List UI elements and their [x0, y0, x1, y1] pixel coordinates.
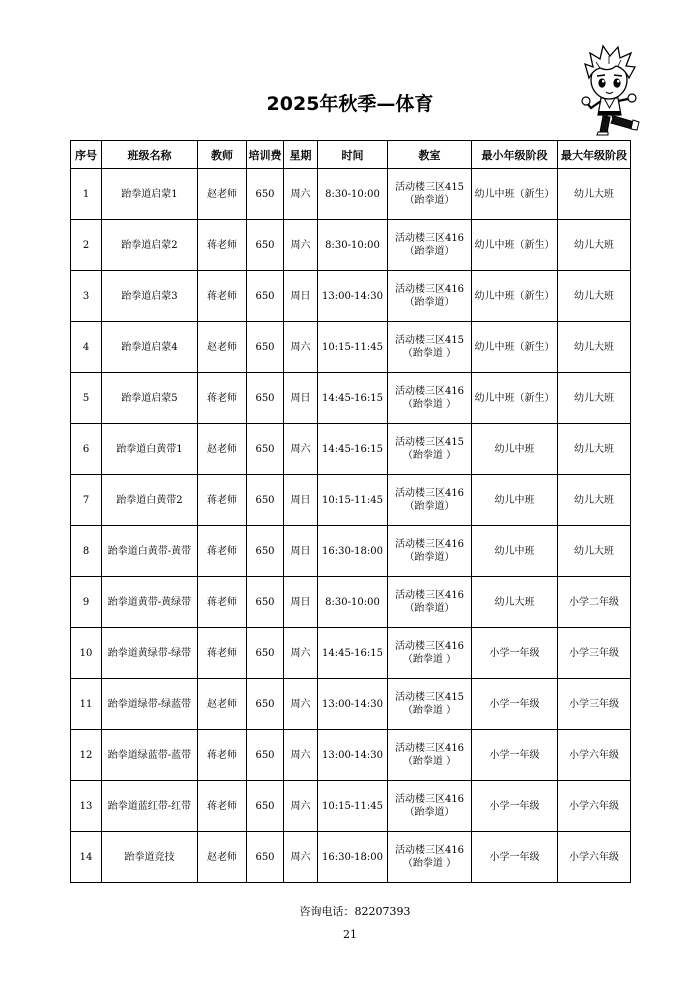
- teacher-cell: 赵老师: [198, 679, 247, 730]
- classroom-activity: （跆拳道 ）: [402, 399, 457, 410]
- header-classroom: 教室: [388, 141, 472, 169]
- table-row: [71, 322, 631, 373]
- class-name-cell: 跆拳道绿带-绿蓝带: [102, 679, 198, 730]
- table-row: [71, 475, 631, 526]
- class-time-cell: 10:15-11:45: [318, 475, 388, 526]
- min-grade-cell: 幼儿中班: [472, 526, 558, 577]
- teacher-cell: 赵老师: [198, 322, 247, 373]
- row-number-cell: 8: [71, 526, 102, 577]
- training-fee-cell: 650: [247, 322, 284, 373]
- header-row-number: 序号: [71, 141, 102, 169]
- table-row: [71, 220, 631, 271]
- training-fee-cell: 650: [247, 628, 284, 679]
- table-row: [71, 730, 631, 781]
- classroom-cell: [388, 526, 472, 577]
- min-grade-cell: 小学一年级: [472, 781, 558, 832]
- class-time-cell: 13:00-14:30: [318, 271, 388, 322]
- table-row: [71, 271, 631, 322]
- class-time-cell: 16:30-18:00: [318, 526, 388, 577]
- header-teacher: 教师: [198, 141, 247, 169]
- class-name-cell: 跆拳道黄带-黄绿带: [102, 577, 198, 628]
- row-number-cell: 12: [71, 730, 102, 781]
- min-grade-cell: 小学一年级: [472, 832, 558, 883]
- header-min-grade: 最小年级阶段: [472, 141, 558, 169]
- max-grade-cell: 幼儿大班: [558, 373, 631, 424]
- classroom-building: 活动楼三区415: [394, 437, 465, 448]
- classroom-building: 活动楼三区415: [394, 335, 465, 346]
- kid-legs: [597, 116, 639, 135]
- training-fee-cell: 650: [247, 730, 284, 781]
- classroom-building: 活动楼三区415: [394, 692, 465, 703]
- training-fee-cell: 650: [247, 169, 284, 220]
- weekday-cell: 周六: [284, 679, 318, 730]
- classroom-cell: [388, 781, 472, 832]
- row-number-cell: 5: [71, 373, 102, 424]
- max-grade-cell: 幼儿大班: [558, 220, 631, 271]
- classroom-activity: （跆拳道 ）: [402, 450, 457, 461]
- min-grade-cell: 小学一年级: [472, 679, 558, 730]
- table-row: [71, 373, 631, 424]
- class-time-cell: 8:30-10:00: [318, 169, 388, 220]
- table-row: [71, 169, 631, 220]
- classroom-cell: [388, 832, 472, 883]
- weekday-cell: 周六: [284, 832, 318, 883]
- max-grade-cell: 幼儿大班: [558, 322, 631, 373]
- classroom-activity: （跆拳道）: [404, 807, 455, 818]
- classroom-building: 活动楼三区416: [394, 488, 465, 499]
- max-grade-cell: 小学六年级: [558, 832, 631, 883]
- classroom-cell: [388, 424, 472, 475]
- class-time-cell: 14:45-16:15: [318, 424, 388, 475]
- classroom-activity: （跆拳道 ）: [402, 348, 457, 359]
- table-row: [71, 577, 631, 628]
- teacher-cell: 蒋老师: [198, 220, 247, 271]
- class-time-cell: 16:30-18:00: [318, 832, 388, 883]
- classroom-building: 活动楼三区416: [394, 590, 465, 601]
- classroom-building: 活动楼三区416: [394, 284, 465, 295]
- max-grade-cell: 小学二年级: [558, 577, 631, 628]
- table-row: [71, 628, 631, 679]
- class-time-cell: 13:00-14:30: [318, 730, 388, 781]
- training-fee-cell: 650: [247, 526, 284, 577]
- min-grade-cell: 幼儿大班: [472, 577, 558, 628]
- classroom-activity: （跆拳道）: [404, 246, 455, 257]
- classroom-cell: [388, 271, 472, 322]
- weekday-cell: 周六: [284, 322, 318, 373]
- classroom-cell: [388, 220, 472, 271]
- table-row: [71, 781, 631, 832]
- taekwondo-kid-icon: [576, 42, 644, 136]
- classroom-cell: [388, 373, 472, 424]
- teacher-cell: 蒋老师: [198, 271, 247, 322]
- class-name-cell: 跆拳道黄绿带-绿带: [102, 628, 198, 679]
- min-grade-cell: 幼儿中班: [472, 475, 558, 526]
- row-number-cell: 11: [71, 679, 102, 730]
- training-fee-cell: 650: [247, 577, 284, 628]
- max-grade-cell: 小学三年级: [558, 628, 631, 679]
- teacher-cell: 蒋老师: [198, 373, 247, 424]
- weekday-cell: 周日: [284, 475, 318, 526]
- header-time: 时间: [318, 141, 388, 169]
- classroom-building: 活动楼三区416: [394, 641, 465, 652]
- table-row: [71, 526, 631, 577]
- classroom-building: 活动楼三区416: [394, 233, 465, 244]
- min-grade-cell: 幼儿中班: [472, 424, 558, 475]
- max-grade-cell: 小学三年级: [558, 679, 631, 730]
- classroom-activity: （跆拳道）: [404, 501, 455, 512]
- table-row: [71, 679, 631, 730]
- class-time-cell: 8:30-10:00: [318, 577, 388, 628]
- header-class-name: 班级名称: [102, 141, 198, 169]
- consult-phone: 咨询电话：82207393: [299, 905, 411, 918]
- table-row: [71, 424, 631, 475]
- classroom-activity: （跆拳道）: [404, 195, 455, 206]
- min-grade-cell: 幼儿中班（新生）: [472, 322, 558, 373]
- classroom-building: 活动楼三区416: [394, 794, 465, 805]
- class-name-cell: 跆拳道绿蓝带-蓝带: [102, 730, 198, 781]
- classroom-activity: （跆拳道 ）: [402, 858, 457, 869]
- class-name-cell: 跆拳道启蒙4: [102, 322, 198, 373]
- classroom-building: 活动楼三区416: [394, 539, 465, 550]
- training-fee-cell: 650: [247, 475, 284, 526]
- weekday-cell: 周日: [284, 271, 318, 322]
- teacher-cell: 赵老师: [198, 169, 247, 220]
- class-name-cell: 跆拳道蓝红带-红带: [102, 781, 198, 832]
- class-name-cell: 跆拳道竞技: [102, 832, 198, 883]
- row-number-cell: 13: [71, 781, 102, 832]
- teacher-cell: 蒋老师: [198, 577, 247, 628]
- min-grade-cell: 幼儿中班（新生）: [472, 373, 558, 424]
- class-name-cell: 跆拳道启蒙2: [102, 220, 198, 271]
- classroom-building: 活动楼三区415: [394, 182, 465, 193]
- table-header-row: [71, 141, 631, 169]
- classroom-activity: （跆拳道）: [404, 297, 455, 308]
- classroom-building: 活动楼三区416: [394, 743, 465, 754]
- max-grade-cell: 小学六年级: [558, 781, 631, 832]
- classroom-cell: [388, 730, 472, 781]
- weekday-cell: 周六: [284, 628, 318, 679]
- class-name-cell: 跆拳道白黄带2: [102, 475, 198, 526]
- teacher-cell: 蒋老师: [198, 475, 247, 526]
- row-number-cell: 9: [71, 577, 102, 628]
- max-grade-cell: 幼儿大班: [558, 424, 631, 475]
- classroom-activity: （跆拳道）: [404, 603, 455, 614]
- classroom-activity: （跆拳道 ）: [402, 756, 457, 767]
- class-time-cell: 10:15-11:45: [318, 322, 388, 373]
- classroom-cell: [388, 679, 472, 730]
- teacher-cell: 蒋老师: [198, 526, 247, 577]
- classroom-cell: [388, 322, 472, 373]
- teacher-cell: 赵老师: [198, 424, 247, 475]
- min-grade-cell: 幼儿中班（新生）: [472, 220, 558, 271]
- class-time-cell: 14:45-16:15: [318, 373, 388, 424]
- training-fee-cell: 650: [247, 220, 284, 271]
- teacher-cell: 蒋老师: [198, 628, 247, 679]
- classroom-cell: [388, 169, 472, 220]
- class-time-cell: 10:15-11:45: [318, 781, 388, 832]
- classroom-activity: （跆拳道 ）: [402, 654, 457, 665]
- weekday-cell: 周六: [284, 220, 318, 271]
- max-grade-cell: 幼儿大班: [558, 526, 631, 577]
- kid-head: [585, 46, 635, 99]
- weekday-cell: 周六: [284, 169, 318, 220]
- weekday-cell: 周六: [284, 424, 318, 475]
- class-time-cell: 13:00-14:30: [318, 679, 388, 730]
- teacher-cell: 赵老师: [198, 832, 247, 883]
- row-number-cell: 3: [71, 271, 102, 322]
- header-max-grade: 最大年级阶段: [558, 141, 631, 169]
- table-row: [71, 832, 631, 883]
- max-grade-cell: 小学六年级: [558, 730, 631, 781]
- classroom-cell: [388, 628, 472, 679]
- training-fee-cell: 650: [247, 424, 284, 475]
- min-grade-cell: 小学一年级: [472, 730, 558, 781]
- teacher-cell: 蒋老师: [198, 781, 247, 832]
- class-schedule-table: [70, 140, 631, 883]
- max-grade-cell: 幼儿大班: [558, 271, 631, 322]
- training-fee-cell: 650: [247, 373, 284, 424]
- class-name-cell: 跆拳道启蒙5: [102, 373, 198, 424]
- row-number-cell: 6: [71, 424, 102, 475]
- table-body: [71, 169, 631, 883]
- min-grade-cell: 小学一年级: [472, 628, 558, 679]
- class-name-cell: 跆拳道启蒙1: [102, 169, 198, 220]
- weekday-cell: 周日: [284, 373, 318, 424]
- weekday-cell: 周日: [284, 526, 318, 577]
- page-title: 2025年秋季—体育: [266, 93, 434, 115]
- row-number-cell: 14: [71, 832, 102, 883]
- class-name-cell: 跆拳道启蒙3: [102, 271, 198, 322]
- classroom-building: 活动楼三区416: [394, 845, 465, 856]
- row-number-cell: 2: [71, 220, 102, 271]
- row-number-cell: 10: [71, 628, 102, 679]
- header-weekday: 星期: [284, 141, 318, 169]
- training-fee-cell: 650: [247, 271, 284, 322]
- training-fee-cell: 650: [247, 781, 284, 832]
- classroom-cell: [388, 577, 472, 628]
- page-number: 21: [343, 928, 357, 941]
- classroom-building: 活动楼三区416: [394, 386, 465, 397]
- class-time-cell: 8:30-10:00: [318, 220, 388, 271]
- class-name-cell: 跆拳道白黄带1: [102, 424, 198, 475]
- weekday-cell: 周六: [284, 730, 318, 781]
- max-grade-cell: 幼儿大班: [558, 475, 631, 526]
- row-number-cell: 1: [71, 169, 102, 220]
- min-grade-cell: 幼儿中班（新生）: [472, 271, 558, 322]
- classroom-activity: （跆拳道）: [404, 552, 455, 563]
- row-number-cell: 7: [71, 475, 102, 526]
- weekday-cell: 周六: [284, 781, 318, 832]
- training-fee-cell: 650: [247, 679, 284, 730]
- teacher-cell: 蒋老师: [198, 730, 247, 781]
- classroom-activity: （跆拳道 ）: [402, 705, 457, 716]
- weekday-cell: 周日: [284, 577, 318, 628]
- header-training-fee: 培训费: [247, 141, 284, 169]
- min-grade-cell: 幼儿中班（新生）: [472, 169, 558, 220]
- class-name-cell: 跆拳道白黄带-黄带: [102, 526, 198, 577]
- max-grade-cell: 幼儿大班: [558, 169, 631, 220]
- classroom-cell: [388, 475, 472, 526]
- class-time-cell: 14:45-16:15: [318, 628, 388, 679]
- training-fee-cell: 650: [247, 832, 284, 883]
- row-number-cell: 4: [71, 322, 102, 373]
